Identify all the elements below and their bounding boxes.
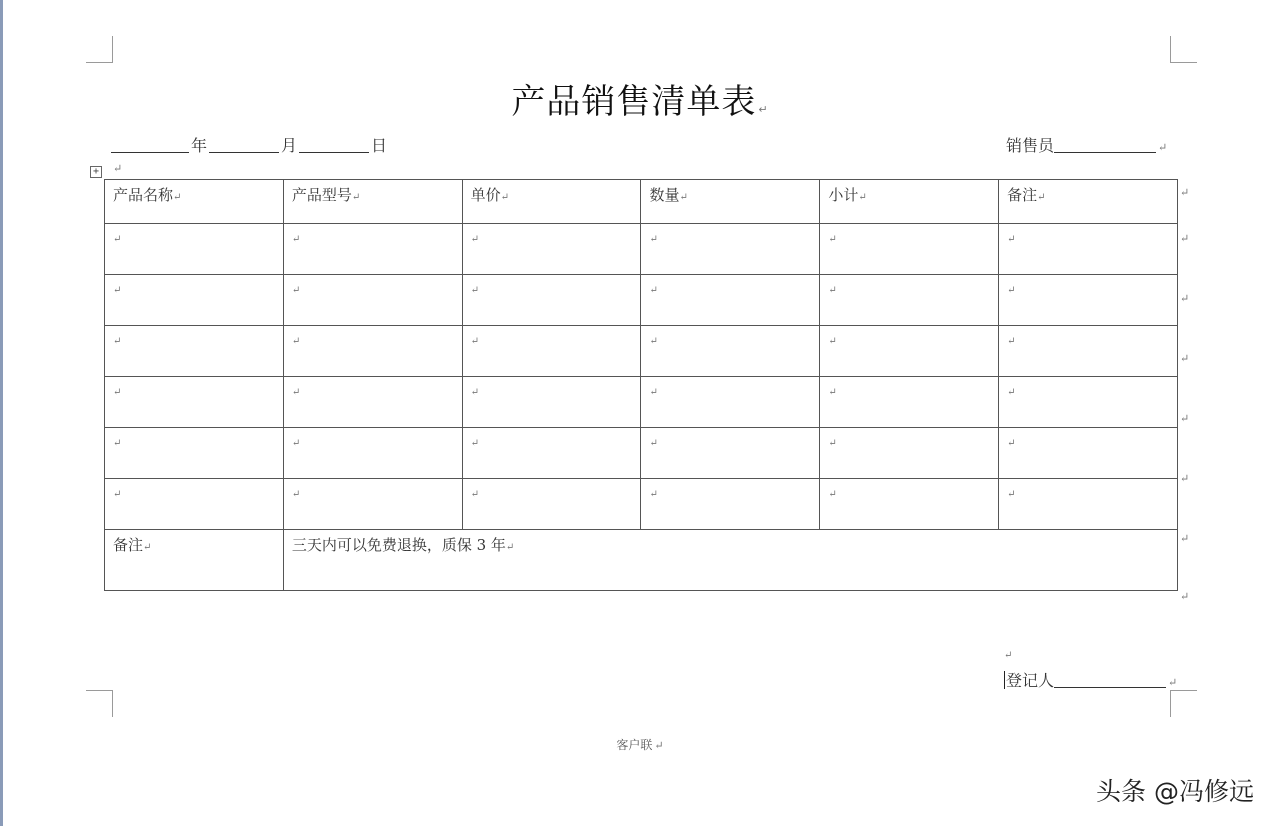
paragraph-mark: ↵ <box>143 542 152 553</box>
paragraph-mark: ↵ <box>828 285 837 296</box>
sales-table[interactable] <box>104 179 1178 591</box>
recorder-blank[interactable] <box>1054 673 1166 688</box>
document-title[interactable]: 产品销售清单表 ↵ <box>511 82 769 122</box>
header-cell[interactable] <box>641 180 820 224</box>
recorder-label: 登记人 <box>1006 671 1055 690</box>
paragraph-mark: ↵ <box>828 336 837 347</box>
note-row <box>105 530 1178 591</box>
recorder-line[interactable] <box>1004 668 1177 691</box>
table-cell[interactable] <box>462 377 641 428</box>
table-cell[interactable] <box>283 275 462 326</box>
end-of-row-mark: ↵ <box>1180 186 1190 199</box>
paragraph-mark: ↵ <box>649 438 658 449</box>
table-cell[interactable] <box>999 428 1178 479</box>
header-cell[interactable] <box>462 180 641 224</box>
table-cell[interactable] <box>283 479 462 530</box>
note-label-cell[interactable] <box>105 530 284 591</box>
paragraph-mark: ↵ <box>858 192 867 203</box>
paragraph-mark: ↵ <box>291 438 301 449</box>
table-row <box>105 224 1178 275</box>
table-cell[interactable] <box>105 428 284 479</box>
table-row <box>105 377 1178 428</box>
paragraph-mark: ↵ <box>649 387 658 398</box>
paragraph-mark: ↵ <box>291 336 301 347</box>
paragraph-mark: ↵ <box>828 438 837 449</box>
table-cell[interactable] <box>283 428 462 479</box>
paragraph-mark: ↵ <box>1007 489 1016 500</box>
note-label: 备注 <box>113 536 144 554</box>
end-of-row-mark: ↵ <box>1180 590 1190 603</box>
paragraph-mark: ↵ <box>1168 676 1178 689</box>
header-cell[interactable] <box>283 180 462 224</box>
paragraph-mark: ↵ <box>1007 387 1016 398</box>
paragraph-mark: ↵ <box>113 162 123 175</box>
seller-blank[interactable] <box>1054 138 1156 153</box>
table-cell[interactable] <box>999 224 1178 275</box>
table-cell[interactable] <box>641 275 820 326</box>
paragraph-mark: ↵ <box>828 234 837 245</box>
paragraph-mark: ↵ <box>1007 438 1016 449</box>
paragraph-mark: ↵ <box>173 192 182 203</box>
paragraph-mark: ↵ <box>1007 285 1016 296</box>
paragraph-mark: ↵ <box>113 438 122 449</box>
text-cursor <box>1004 671 1005 689</box>
paragraph-mark: ↵ <box>1004 650 1013 661</box>
paragraph-mark: ↵ <box>654 739 664 752</box>
paragraph-mark: ↵ <box>1007 234 1016 245</box>
year-blank[interactable] <box>111 138 189 153</box>
header-label: 产品型号 <box>291 186 352 204</box>
paragraph-mark: ↵ <box>1007 336 1016 347</box>
paragraph-mark: ↵ <box>291 387 301 398</box>
table-cell[interactable] <box>283 326 462 377</box>
table-cell[interactable] <box>105 275 284 326</box>
paragraph-mark: ↵ <box>828 489 837 500</box>
paragraph-mark: ↵ <box>505 542 515 553</box>
header-cell[interactable] <box>999 180 1178 224</box>
table-row <box>105 428 1178 479</box>
paragraph-mark: ↵ <box>113 336 122 347</box>
paragraph-mark: ↵ <box>113 285 122 296</box>
paragraph-mark: ↵ <box>470 234 480 245</box>
table-cell[interactable] <box>462 326 641 377</box>
table-cell[interactable] <box>999 275 1178 326</box>
table-cell[interactable] <box>462 275 641 326</box>
paragraph-mark: ↵ <box>649 489 658 500</box>
table-cell[interactable] <box>283 224 462 275</box>
table-cell[interactable] <box>105 479 284 530</box>
table-cell[interactable] <box>462 224 641 275</box>
paragraph-mark: ↵ <box>649 285 658 296</box>
paragraph-mark: ↵ <box>1037 192 1046 203</box>
table-cell[interactable] <box>820 224 999 275</box>
table-move-handle-icon[interactable]: + <box>90 166 102 178</box>
table-cell[interactable] <box>999 326 1178 377</box>
table-cell[interactable] <box>283 377 462 428</box>
year-label: 年 <box>191 136 208 155</box>
paragraph-mark: ↵ <box>649 336 658 347</box>
table-cell[interactable] <box>820 326 999 377</box>
table-row <box>105 326 1178 377</box>
paragraph-mark: ↵ <box>470 387 480 398</box>
table-row <box>105 479 1178 530</box>
table-cell[interactable] <box>641 377 820 428</box>
paragraph-mark: ↵ <box>470 489 480 500</box>
table-cell[interactable] <box>641 428 820 479</box>
table-cell[interactable] <box>105 377 284 428</box>
paragraph-mark: ↵ <box>291 234 301 245</box>
end-of-row-mark: ↵ <box>1180 292 1190 305</box>
note-text-cell[interactable] <box>283 530 1177 591</box>
month-blank[interactable] <box>209 138 279 153</box>
table-cell[interactable] <box>820 275 999 326</box>
paragraph-mark: ↵ <box>351 192 361 203</box>
month-label: 月 <box>281 136 298 155</box>
table-header-row <box>105 180 1178 224</box>
seller-line[interactable] <box>1006 133 1167 156</box>
watermark: 头条 @冯修远 <box>1096 777 1254 806</box>
table-cell[interactable] <box>105 224 284 275</box>
table-cell[interactable] <box>999 377 1178 428</box>
header-label: 备注 <box>1007 186 1038 204</box>
crop-mark-top-left <box>86 36 113 63</box>
paragraph-mark: ↵ <box>1158 141 1168 154</box>
day-label: 日 <box>371 136 388 155</box>
paragraph-mark: ↵ <box>500 192 510 203</box>
day-blank[interactable] <box>299 138 369 153</box>
crop-mark-bottom-right <box>1170 690 1197 717</box>
table-cell[interactable] <box>641 224 820 275</box>
crop-mark-top-right <box>1170 36 1197 63</box>
end-of-row-mark: ↵ <box>1180 472 1190 485</box>
paragraph-mark: ↵ <box>828 387 837 398</box>
table-cell[interactable] <box>820 479 999 530</box>
crop-mark-bottom-left <box>86 690 113 717</box>
paragraph-mark: ↵ <box>291 489 301 500</box>
paragraph-mark: ↵ <box>113 387 122 398</box>
table-cell[interactable] <box>641 326 820 377</box>
table-row <box>105 275 1178 326</box>
table-cell[interactable] <box>641 479 820 530</box>
seller-label: 销售员 <box>1006 136 1055 155</box>
paragraph-mark: ↵ <box>470 438 480 449</box>
header-cell[interactable] <box>105 180 284 224</box>
header-label: 小计 <box>828 186 859 204</box>
end-of-row-mark: ↵ <box>1180 532 1190 545</box>
paragraph-mark: ↵ <box>113 234 122 245</box>
end-of-row-mark: ↵ <box>1180 232 1190 245</box>
table-cell[interactable] <box>462 428 641 479</box>
table-cell[interactable] <box>820 377 999 428</box>
date-line[interactable] <box>111 133 389 156</box>
footer-copy-label[interactable]: 客户联 ↵ <box>616 738 664 752</box>
table-cell[interactable] <box>105 326 284 377</box>
paragraph-mark: ↵ <box>679 192 688 203</box>
end-of-row-mark: ↵ <box>1180 412 1190 425</box>
note-text: 三天内可以免费退换，质保 3 年 <box>291 536 506 554</box>
paragraph-mark: ↵ <box>470 285 480 296</box>
paragraph-mark: ↵ <box>291 285 301 296</box>
paragraph-mark: ↵ <box>470 336 480 347</box>
header-label: 单价 <box>470 186 501 204</box>
paragraph-mark: ↵ <box>758 103 769 116</box>
table-cell[interactable] <box>462 479 641 530</box>
header-label: 数量 <box>649 186 680 204</box>
end-of-row-mark: ↵ <box>1180 352 1190 365</box>
header-cell[interactable] <box>820 180 999 224</box>
paragraph-mark: ↵ <box>113 489 122 500</box>
paragraph-mark: ↵ <box>649 234 658 245</box>
table-cell[interactable] <box>999 479 1178 530</box>
window-left-edge <box>0 0 3 826</box>
table-cell[interactable] <box>820 428 999 479</box>
header-label: 产品名称 <box>113 186 174 204</box>
